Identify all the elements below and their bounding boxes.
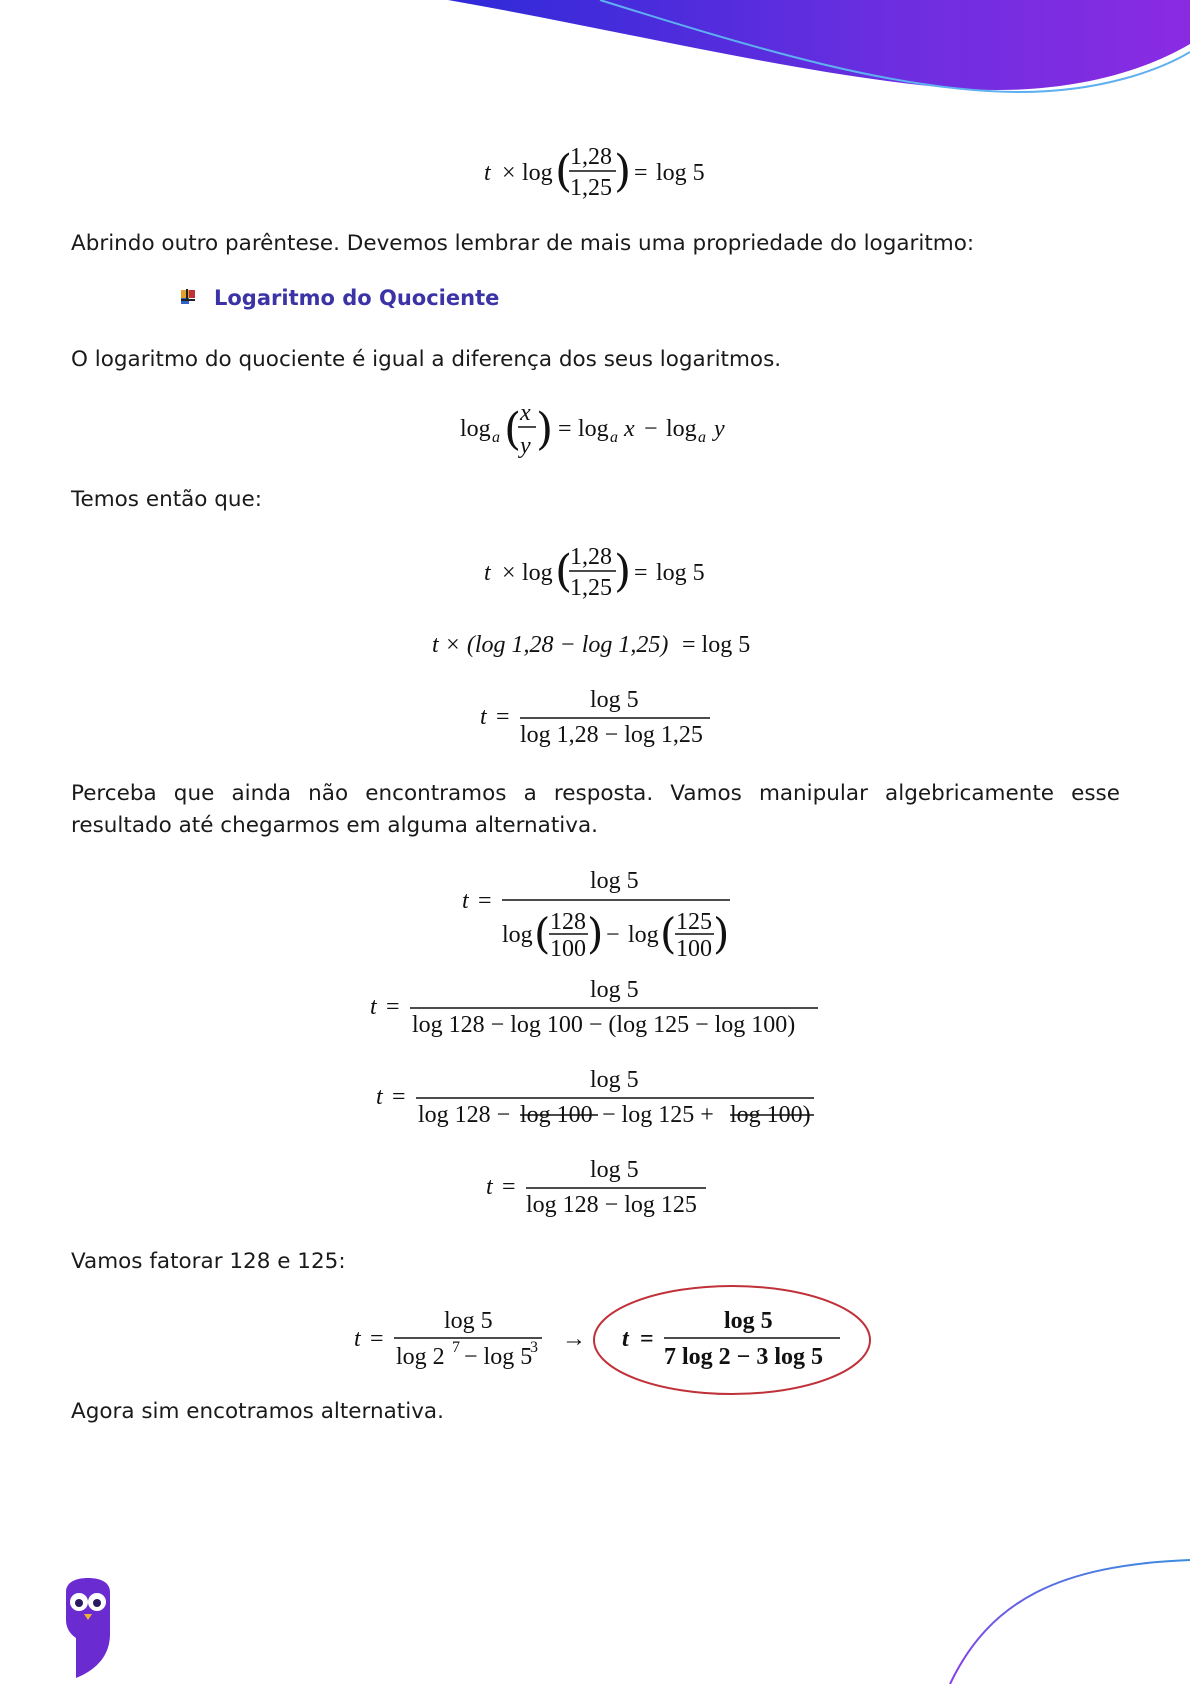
svg-text:log 128 − log 100 − (log 125 −: log 128 − log 100 − (log 125 − log 100) <box>412 1012 796 1038</box>
equation-7 <box>368 972 828 1049</box>
equation-1 <box>480 138 720 207</box>
owl-logo-icon <box>62 1578 114 1678</box>
svg-text:log: log <box>522 560 553 586</box>
svg-text:): ) <box>536 404 554 455</box>
svg-text:−: − <box>644 416 658 442</box>
svg-text:log 5: log 5 <box>590 868 639 894</box>
equation-3 <box>480 538 720 607</box>
svg-text:7 log 2 − 3 log 5: 7 log 2 − 3 log 5 <box>664 1344 824 1370</box>
svg-text:100: 100 <box>676 936 712 962</box>
section-heading <box>178 286 499 310</box>
svg-text:): ) <box>713 909 730 958</box>
paragraph-factor: Vamos fatorar 128 e 125: <box>71 1249 346 1274</box>
svg-text:t: t <box>376 1084 383 1110</box>
svg-text:=: = <box>502 1174 516 1200</box>
svg-text:−: − <box>606 922 620 948</box>
svg-text:(: ( <box>660 909 677 958</box>
svg-text:log: log <box>666 416 697 442</box>
svg-text:): ) <box>587 909 604 958</box>
svg-text:x: x <box>624 416 635 442</box>
svg-text:y: y <box>520 433 531 459</box>
svg-text:log 5: log 5 <box>590 977 639 1003</box>
svg-text:log: log <box>578 416 609 442</box>
svg-text:log: log <box>502 922 533 948</box>
svg-text:log: log <box>522 160 553 186</box>
svg-text:=: = <box>370 1326 384 1352</box>
equation-5 <box>478 682 738 759</box>
heading-text: Logaritmo do Quociente <box>214 286 500 310</box>
svg-text:log 5: log 5 <box>590 1067 639 1093</box>
equation-8 <box>374 1062 834 1139</box>
svg-text:log 5: log 5 <box>444 1308 493 1334</box>
svg-text:t: t <box>462 888 469 914</box>
equation-final <box>352 1290 882 1405</box>
svg-text:=: = <box>634 160 648 186</box>
top-wave-shape <box>448 0 1190 90</box>
svg-text:1,28: 1,28 <box>570 544 612 570</box>
svg-text:=: = <box>496 704 510 730</box>
svg-text:×: × <box>502 560 516 586</box>
svg-text:a: a <box>698 429 706 446</box>
svg-text:t: t <box>484 560 491 586</box>
bottom-arc-line <box>950 1560 1190 1684</box>
hand-pointer-bullet-icon <box>178 287 200 309</box>
svg-text:y: y <box>714 416 725 442</box>
svg-text:a: a <box>492 429 500 446</box>
paragraph-definition: O logaritmo do quociente é igual a diferença dos seus logaritmos. <box>71 347 782 372</box>
paragraph-then: Temos então que: <box>71 487 263 512</box>
svg-text:7: 7 <box>452 1339 460 1356</box>
svg-text:log 128 −: log 128 − <box>418 1102 511 1128</box>
svg-text:1,25: 1,25 <box>570 575 612 601</box>
svg-text:(: ( <box>504 404 522 455</box>
svg-text:125: 125 <box>676 909 712 935</box>
equation-6 <box>460 862 750 963</box>
equation-9 <box>484 1152 724 1229</box>
svg-text:log 1,28 − log 1,25: log 1,28 − log 1,25 <box>520 722 703 748</box>
svg-text:log 5: log 5 <box>590 687 639 713</box>
top-wave-line <box>600 0 1190 92</box>
svg-text:log 5: log 5 <box>590 1157 639 1183</box>
svg-text:= log 5: = log 5 <box>682 632 751 658</box>
svg-text:t: t <box>486 1174 493 1200</box>
svg-text:=: = <box>640 1326 654 1352</box>
svg-text:t: t <box>370 994 377 1020</box>
svg-text:(: ( <box>555 146 573 197</box>
svg-text:=: = <box>558 416 572 442</box>
svg-text:log 100: log 100 <box>520 1102 593 1128</box>
svg-text:t: t <box>484 160 491 186</box>
svg-text:×: × <box>502 160 516 186</box>
svg-text:128: 128 <box>550 909 586 935</box>
svg-text:log 5: log 5 <box>656 560 705 586</box>
svg-text:t: t <box>354 1326 361 1352</box>
svg-text:log: log <box>460 416 491 442</box>
svg-text:): ) <box>614 146 632 197</box>
svg-text:a: a <box>610 429 618 446</box>
highlight-ellipse <box>594 1286 870 1394</box>
paragraph-conclusion: Agora sim encotramos alternativa. <box>71 1399 444 1424</box>
paragraph-manipulate: Perceba que ainda não encontramos a resposta. Vamos manipular algebricamente esse resultado até chegarmos em alguma alternativa. <box>71 781 1120 838</box>
svg-text:− log 125 +: − log 125 + <box>602 1102 714 1128</box>
svg-text:t: t <box>622 1326 629 1352</box>
svg-text:→: → <box>562 1326 586 1352</box>
svg-text:log 5: log 5 <box>656 160 705 186</box>
svg-text:t × (log 1,28 − log 1,25): t × (log 1,28 − log 1,25) <box>432 632 669 658</box>
svg-text:log 100): log 100) <box>730 1102 811 1128</box>
equation-quotient-rule <box>458 396 758 471</box>
svg-text:1,25: 1,25 <box>570 175 612 201</box>
svg-text:1,28: 1,28 <box>570 144 612 170</box>
svg-text:t: t <box>480 704 487 730</box>
equation-4 <box>430 626 770 667</box>
paragraph-intro: Abrindo outro parêntese. Devemos lembrar de mais uma propriedade do logaritmo: <box>71 231 975 256</box>
svg-text:log 2: log 2 <box>396 1344 445 1370</box>
svg-text:100: 100 <box>550 936 586 962</box>
svg-text:x: x <box>520 400 531 426</box>
svg-text:− log 5: − log 5 <box>464 1344 533 1370</box>
svg-text:log 5: log 5 <box>724 1308 773 1334</box>
svg-text:=: = <box>386 994 400 1020</box>
svg-text:(: ( <box>555 546 573 597</box>
svg-text:=: = <box>392 1084 406 1110</box>
svg-text:log: log <box>628 922 659 948</box>
svg-text:3: 3 <box>530 1339 538 1356</box>
svg-text:(: ( <box>534 909 551 958</box>
svg-text:=: = <box>634 560 648 586</box>
svg-text:): ) <box>614 546 632 597</box>
svg-text:=: = <box>478 888 492 914</box>
svg-text:log 128 − log 125: log 128 − log 125 <box>526 1192 697 1218</box>
